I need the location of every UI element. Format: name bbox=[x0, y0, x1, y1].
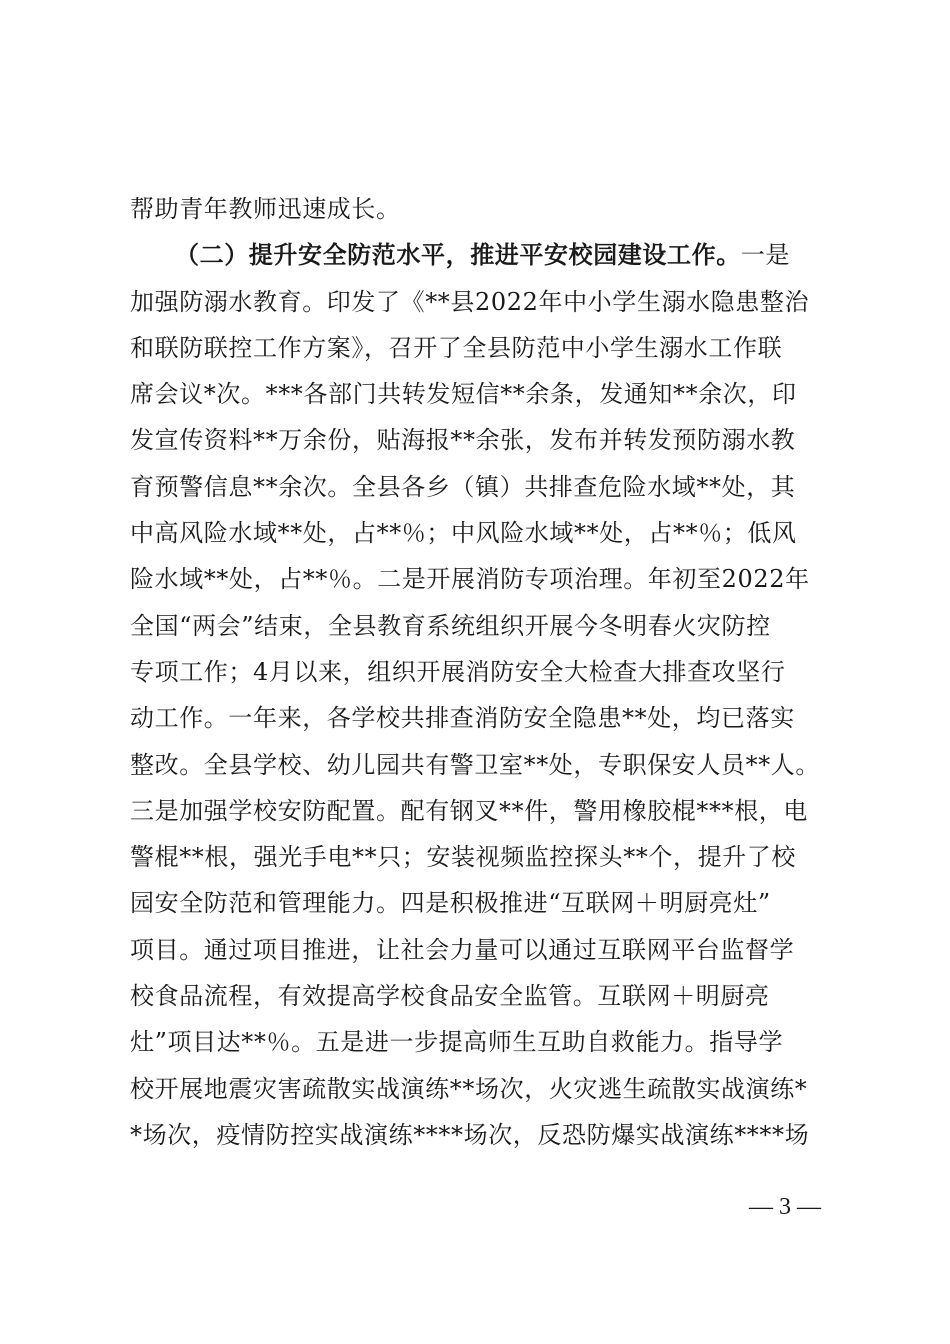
text-line-21: *场次，疫情防控实战演练****场次，反恐防爆实战演练****场 bbox=[130, 1120, 810, 1149]
heading-continuation: 一是 bbox=[740, 241, 791, 270]
text-line-8: 中高风险水域**处，占**％；中风险水域**处，占**％；低风 bbox=[130, 519, 797, 548]
text-line-4: 和联防联控工作方案》，召开了全县防范中小学生溺水工作联 bbox=[130, 333, 783, 362]
text-line-3: 加强防溺水教育。印发了《**县2022年中小学生溺水隐患整治 bbox=[130, 287, 810, 316]
text-line-7: 育预警信息**余次。全县各乡（镇）共排查危险水域**处，其 bbox=[130, 472, 796, 501]
page-number: — 3 — bbox=[749, 1194, 821, 1220]
section-heading: （二）提升安全防范水平，推进平安校园建设工作。 bbox=[175, 240, 741, 270]
text-line-20: 校开展地震灾害疏散实战演练**场次，火灾逃生疏散实战演练* bbox=[130, 1074, 808, 1103]
text-line-6: 发宣传资料**万余份，贴海报**余张，发布并转发预防溺水教 bbox=[130, 426, 796, 455]
text-line-9: 险水域**处，占**％。二是开展消防专项治理。年初至2022年 bbox=[130, 565, 810, 594]
text-line-12: 动工作。一年来，各学校共排查消防安全隐患**处，均已落实 bbox=[130, 704, 795, 733]
text-line-17: 项目。通过项目推进，让社会力量可以通过互联网平台监督学 bbox=[130, 935, 795, 964]
text-line-10: 全国“两会”结束，全县教育系统组织开展今冬明春火灾防控 bbox=[130, 611, 771, 640]
text-line-16: 园安全防范和管理能力。四是积极推进“互联网＋明厨亮灶” bbox=[130, 889, 771, 918]
text-line-19: 灶”项目达**％。五是进一步提高师生互助自救能力。指导学 bbox=[130, 1028, 784, 1057]
text-line-14: 三是加强学校安防配置。配有钢叉**件，警用橡胶棍***根，电 bbox=[130, 796, 808, 825]
text-line-18: 校食品流程，有效提高学校食品安全监管。互联网＋明厨亮 bbox=[130, 982, 770, 1011]
section-heading-line bbox=[130, 232, 835, 278]
text-line-5: 席会议*次。***各部门共转发短信**余条，发通知**余次，印 bbox=[130, 380, 797, 409]
text-line-13: 整改。全县学校、幼儿园共有警卫室**处，专职保安人员**人。 bbox=[130, 750, 820, 779]
text-line-1: 帮助青年教师迅速成长。 bbox=[130, 195, 401, 223]
body-text bbox=[130, 186, 835, 1158]
text-line-15: 警棍**根，强光手电**只；安装视频监控探头**个，提升了校 bbox=[130, 843, 796, 872]
text-line-11: 专项工作；4月以来，组织开展消防安全大检查大排查攻坚行 bbox=[130, 657, 786, 686]
